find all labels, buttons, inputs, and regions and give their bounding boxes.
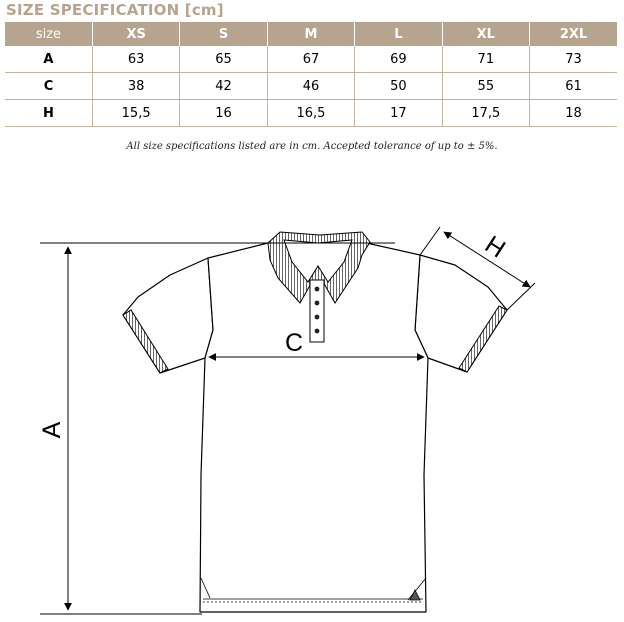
column-header: XL xyxy=(442,22,529,46)
column-header: 2XL xyxy=(530,22,617,46)
table-cell: 17 xyxy=(355,100,442,127)
tolerance-note: All size specifications listed are in cm. Accepted tolerance of up to ± 5%. xyxy=(126,141,498,152)
table-cell: 71 xyxy=(442,46,529,73)
button-icon xyxy=(315,315,320,320)
table-cell: 18 xyxy=(530,100,617,127)
dimension-label-c: C xyxy=(284,329,304,357)
button-icon xyxy=(315,301,320,306)
page-title: SIZE SPECIFICATION [cm] xyxy=(6,1,224,19)
table-cell: 46 xyxy=(267,73,354,100)
button-icon xyxy=(315,329,320,334)
dimension-label-h: H xyxy=(479,230,511,264)
dimension-label-a: A xyxy=(38,421,66,439)
table-cell: 67 xyxy=(267,46,354,73)
table-cell: 61 xyxy=(530,73,617,100)
column-header: S xyxy=(180,22,267,46)
column-header: L xyxy=(355,22,442,46)
table-cell: 38 xyxy=(92,73,179,100)
table-cell: 42 xyxy=(180,73,267,100)
table-cell: 63 xyxy=(92,46,179,73)
table-cell: 50 xyxy=(355,73,442,100)
table-cell: 65 xyxy=(180,46,267,73)
table-cell: 69 xyxy=(355,46,442,73)
row-label: H xyxy=(5,100,92,127)
table-cell: 15,5 xyxy=(92,100,179,127)
table-cell: 17,5 xyxy=(442,100,529,127)
row-label: C xyxy=(5,73,92,100)
column-header: XS xyxy=(92,22,179,46)
placket xyxy=(310,280,324,342)
column-header-size: size xyxy=(5,22,92,46)
button-icon xyxy=(315,287,320,292)
table-cell: 16,5 xyxy=(267,100,354,127)
column-header: M xyxy=(267,22,354,46)
table-cell: 73 xyxy=(530,46,617,73)
row-label: A xyxy=(5,46,92,73)
table-cell: 16 xyxy=(180,100,267,127)
table-cell: 55 xyxy=(442,73,529,100)
